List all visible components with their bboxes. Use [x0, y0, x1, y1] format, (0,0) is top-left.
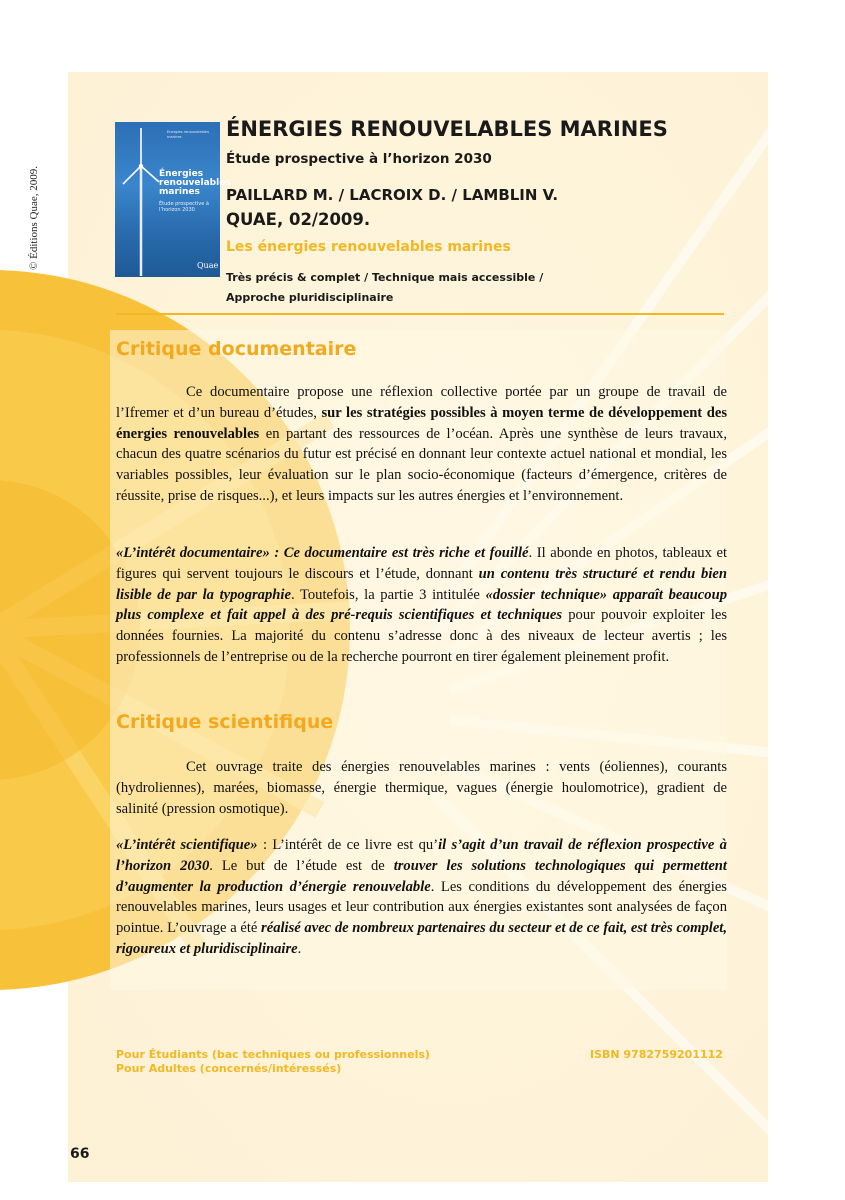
cover-subtitle: Étude prospective à l’horizon 2030: [159, 201, 209, 213]
p3-text: Cet ouvrage traite des énergies renouvelables marines : vents (éoliennes), courants (hydroliennes), marées, biomasse, énergie thermique, vagues (énergie houlomotrice), gradient de salinité (pression osmotique).: [116, 759, 727, 817]
p4-text-c: il s’agit d’un travail de réflexion prospective à l’horizon 2030: [116, 837, 727, 874]
p2-text-f: pour pouvoir exploiter les données fournies. La majorité du contenu s’adresse donc à des niveaux de lecteur avertis ; les professionnels de l’entreprise ou de la recherche pourront en tirer également pleinement profit.: [116, 607, 728, 665]
cover-title: Énergies renouvelables marines: [159, 169, 231, 197]
paragraph-documentaire-summary: [116, 382, 727, 507]
audience-adults: Pour Adultes (concernés/intéressés): [116, 1062, 342, 1075]
p4-text-f: . Les conditions du développement des énergies renouvelables marines, leurs usages et leur contribution aux énergies existantes sont analysées de façon pointue. L’ouvrage a été: [116, 878, 727, 937]
p2-text-a: «L’intérêt documentaire» : Ce documentaire est très riche et fouillé: [116, 545, 529, 561]
p4-text-d: . Le but de l’étude est de: [209, 857, 394, 874]
book-tags-line-2: Approche pluridisciplinaire: [226, 291, 394, 304]
paragraph-interet-scientifique: [116, 835, 727, 960]
target-audience: [116, 1048, 430, 1076]
isbn-number: ISBN 9782759201112: [590, 1048, 723, 1061]
p2-text-e: «dossier technique» apparaît beaucoup plus complexe et fait appel à des pré-requis scientifiques et techniques: [116, 586, 727, 624]
paragraph-scientifique-summary: [116, 757, 727, 819]
p4-text-h: .: [297, 940, 302, 957]
book-publisher-date: QUAE, 02/2009.: [226, 210, 371, 229]
book-cover-image: [115, 122, 231, 277]
p4-text-g: réalisé avec de nombreux partenaires du secteur et de ce fait, est très complet, rigoureux et pluridisciplinaire: [116, 920, 727, 957]
p2-text-b: . Il abonde en photos, tableaux et figures qui servent toujours le discours et l’étude, donnant: [116, 545, 728, 582]
p2-text-d: . Toutefois, la partie 3 intitulée: [290, 586, 486, 603]
book-tags-line-1: Très précis & complet / Technique mais accessible /: [226, 271, 544, 284]
cover-publisher-logo: Quae: [197, 261, 219, 270]
p1-text-a: Ce documentaire propose une réflexion collective portée par un groupe de travail de l’Ifremer et d’un bureau d’études,: [116, 384, 727, 421]
header-divider: [116, 313, 724, 315]
p1-text-bold: sur les stratégies possibles à moyen terme de développement des énergies renouvelables: [116, 404, 727, 442]
heading-critique-scientifique: Critique scientifique: [116, 711, 334, 733]
book-theme: Les énergies renouvelables marines: [226, 239, 511, 255]
p4-text-a: «L’intérêt scientifique»: [116, 837, 258, 853]
page-number: 66: [70, 1146, 90, 1162]
paragraph-interet-documentaire: [116, 543, 727, 668]
p4-text-e: trouver les solutions technologiques qui permettent d’augmenter la production d’énergie renouvelable: [116, 857, 727, 895]
p4-text-b: : L’intérêt de ce livre est qu’: [257, 837, 439, 853]
cover-top-text: Energies renouvelables marines: [167, 130, 209, 139]
heading-critique-documentaire: Critique documentaire: [116, 338, 357, 360]
p1-text-c: en partant des ressources de l’océan. Après une synthèse de leurs travaux, chacun des quatre scénarios du futur est précisé en donnant leur contexte actuel national et mondial, les variables possibles, leur évaluation sur le plan socio-économique (facteurs d’émergence, critères de réussite, prise de risques...), et leurs impacts sur les autres énergies et l’environnement.: [116, 425, 727, 504]
book-authors: PAILLARD M. / LACROIX D. / LAMBLIN V.: [226, 186, 559, 204]
book-title: ÉNERGIES RENOUVELABLES MARINES: [226, 117, 668, 141]
wind-turbine-icon: [121, 126, 161, 276]
p2-text-c: un contenu très structuré et rendu bien lisible de par la typographie: [116, 565, 728, 603]
book-subtitle: Étude prospective à l’horizon 2030: [226, 151, 492, 167]
copyright-notice: © Éditions Quae, 2009.: [28, 166, 40, 270]
audience-students: Pour Étudiants (bac techniques ou professionnels): [116, 1048, 430, 1061]
